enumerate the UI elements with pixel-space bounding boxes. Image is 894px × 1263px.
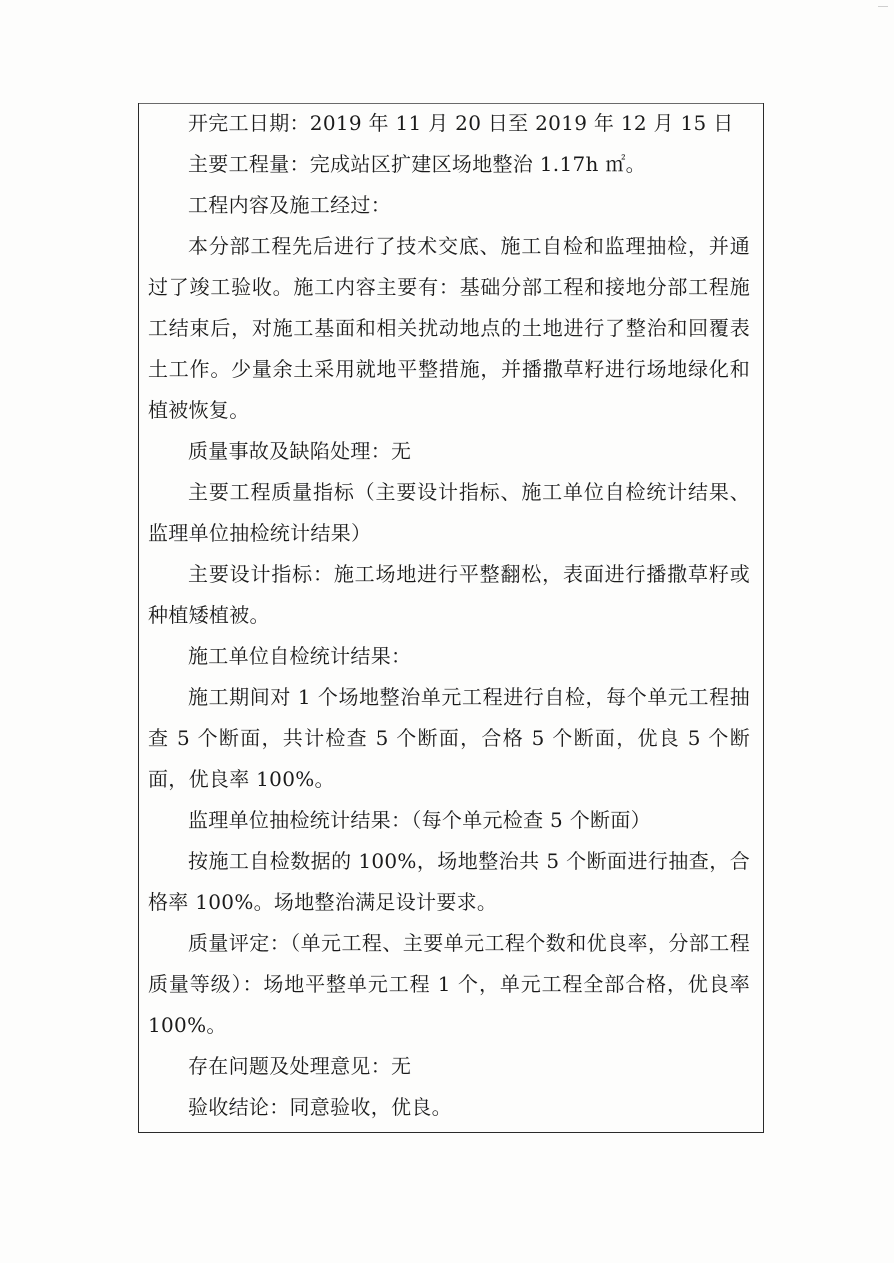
paragraph-supervision-body: 按施工自检数据的 100%，场地整治共 5 个断面进行抽查，合格率 100%。场地整治满足设计要求。 bbox=[148, 849, 750, 914]
paragraph-issues: 存在问题及处理意见：无 bbox=[188, 1054, 412, 1078]
paragraph-conclusion: 验收结论：同意验收，优良。 bbox=[188, 1095, 452, 1119]
paragraph-design-indicators: 主要设计指标：施工场地进行平整翻松，表面进行播撒草籽或种植矮植被。 bbox=[148, 562, 750, 627]
paragraph-defects: 质量事故及缺陷处理：无 bbox=[188, 439, 412, 463]
paragraph-dates: 开完工日期：2019 年 11 月 20 日至 2019 年 12 月 15 日 bbox=[188, 111, 734, 135]
paragraph-quality-assessment: 质量评定：（单元工程、主要单元工程个数和优良率，分部工程质量等级）：场地平整单元工程 1 个，单元工程全部合格，优良率 100%。 bbox=[148, 931, 750, 1037]
paragraph-self-check-heading: 施工单位自检统计结果： bbox=[188, 644, 412, 668]
paragraph-supervision-heading: 监理单位抽检统计结果：（每个单元检查 5 个断面） bbox=[188, 808, 651, 832]
paragraph-quality-indicators: 主要工程质量指标（主要设计指标、施工单位自检统计结果、监理单位抽检统计结果） bbox=[148, 480, 750, 545]
scan-edge-mark bbox=[878, 0, 888, 7]
paragraph-content-heading: 工程内容及施工经过： bbox=[188, 193, 391, 217]
document-frame bbox=[138, 103, 764, 1133]
paragraph-self-check-body: 施工期间对 1 个场地整治单元工程进行自检，每个单元工程抽查 5 个断面，共计检查 5 个断面，合格 5 个断面，优良 5 个断面，优良率 100%。 bbox=[148, 685, 750, 791]
document-body bbox=[148, 103, 750, 1128]
paragraph-content-body: 本分部工程先后进行了技术交底、施工自检和监理抽检，并通过了竣工验收。施工内容主要有：基础分部工程和接地分部工程施工结束后，对施工基面和相关扰动地点的土地进行了整治和回覆表土工作。少量余土采用就地平整措施，并播撒草籽进行场地绿化和植被恢复。 bbox=[148, 234, 750, 422]
paragraph-quantity: 主要工程量：完成站区扩建区场地整治 1.17h ㎡。 bbox=[188, 152, 646, 176]
